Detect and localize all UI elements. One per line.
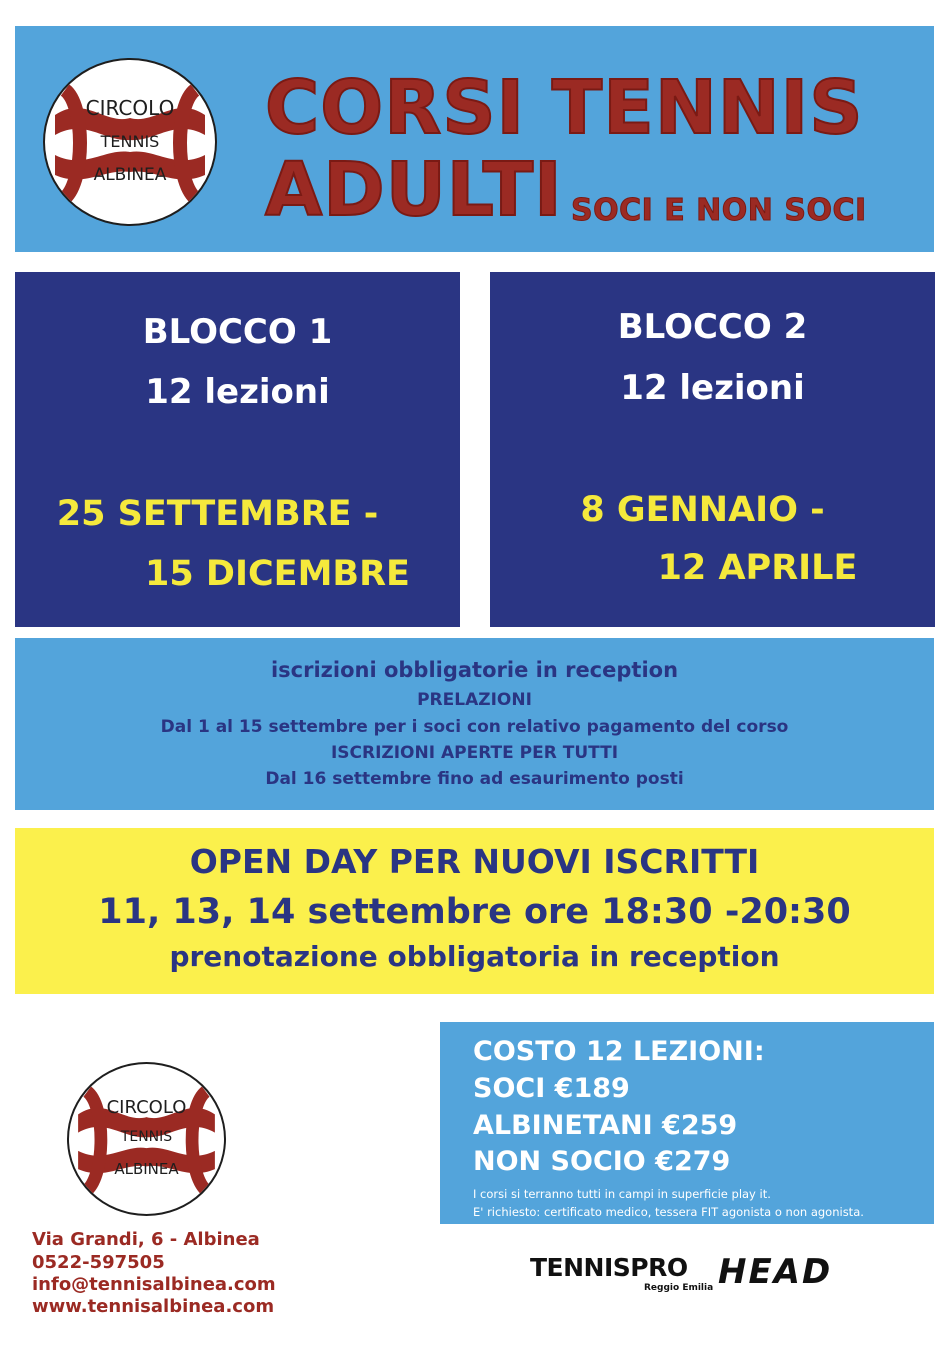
page-title-line1: CORSI TENNIS — [265, 65, 864, 151]
header-banner — [15, 26, 934, 252]
sponsor-tennispro-subtext: Reggio Emilia — [644, 1283, 714, 1293]
pricing-box — [440, 1022, 934, 1224]
registration-info-box — [15, 638, 934, 810]
block-1-date-end: 15 DICEMBRE — [145, 554, 410, 594]
logo-bottom-text-albinea: ALBINEA — [114, 1160, 179, 1178]
block-1-lessons: 12 lezioni — [145, 372, 330, 412]
info-registration-required: iscrizioni obbligatorie in reception — [270, 658, 679, 682]
price-soci: SOCI €189 — [473, 1073, 630, 1104]
block-2-title: BLOCCO 2 — [617, 307, 808, 347]
sponsor-head-text: HEAD — [718, 1252, 833, 1292]
info-prelazioni-detail: Dal 1 al 15 settembre per i soci con relativo pagamento del corso — [160, 717, 789, 737]
block-1-card — [15, 272, 460, 627]
club-logo — [43, 58, 217, 226]
price-non-socio: NON SOCIO €279 — [473, 1146, 731, 1177]
info-open-registration-heading: ISCRIZIONI APERTE PER TUTTI — [330, 743, 619, 763]
info-open-registration-detail: Dal 16 settembre fino ad esaurimento posti — [265, 769, 684, 789]
block-2-date-start: 8 GENNAIO - — [580, 490, 825, 530]
contact-address: Via Grandi, 6 - Albinea — [32, 1229, 260, 1250]
logo-text-circolo: CIRCOLO — [85, 96, 175, 120]
pricing-heading: COSTO 12 LEZIONI: — [473, 1036, 765, 1067]
contact-website[interactable]: www.tennisalbinea.com — [32, 1296, 275, 1317]
page-subtitle: SOCI E NON SOCI — [571, 193, 867, 228]
sponsor-tennispro-logo — [530, 1253, 714, 1295]
contact-phone: 0522-597505 — [32, 1252, 165, 1273]
logo-bottom-text-circolo: CIRCOLO — [106, 1097, 187, 1118]
contact-email[interactable]: info@tennisalbinea.com — [32, 1274, 276, 1295]
open-day-dates: 11, 13, 14 settembre ore 18:30 -20:30 — [98, 892, 851, 932]
pricing-note-courts: I corsi si terranno tutti in campi in superficie play it. — [473, 1187, 771, 1201]
pricing-note-requirements: E' richiesto: certificato medico, tessera FIT agonista o non agonista. — [473, 1205, 864, 1219]
open-day-box — [15, 828, 934, 994]
block-1-title: BLOCCO 1 — [142, 312, 333, 352]
logo-text-albinea: ALBINEA — [93, 165, 167, 185]
sponsor-head-logo — [718, 1252, 893, 1292]
logo-text-tennis: TENNIS — [100, 132, 160, 151]
open-day-title: OPEN DAY PER NUOVI ISCRITTI — [189, 842, 760, 881]
block-1-date-start: 25 SETTEMBRE - — [56, 494, 379, 534]
sponsor-tennispro-text: TENNISPRO — [530, 1253, 688, 1282]
open-day-booking-note: prenotazione obbligatoria in reception — [169, 940, 780, 973]
price-albinetani: ALBINETANI €259 — [473, 1110, 738, 1141]
logo-bottom-text-tennis: TENNIS — [120, 1129, 173, 1145]
block-2-date-end: 12 APRILE — [657, 548, 858, 588]
block-2-card — [490, 272, 935, 627]
block-2-lessons: 12 lezioni — [620, 368, 805, 408]
club-logo-bottom — [67, 1062, 226, 1216]
info-prelazioni-heading: PRELAZIONI — [417, 690, 532, 710]
page-title-line2: ADULTI — [265, 147, 563, 233]
